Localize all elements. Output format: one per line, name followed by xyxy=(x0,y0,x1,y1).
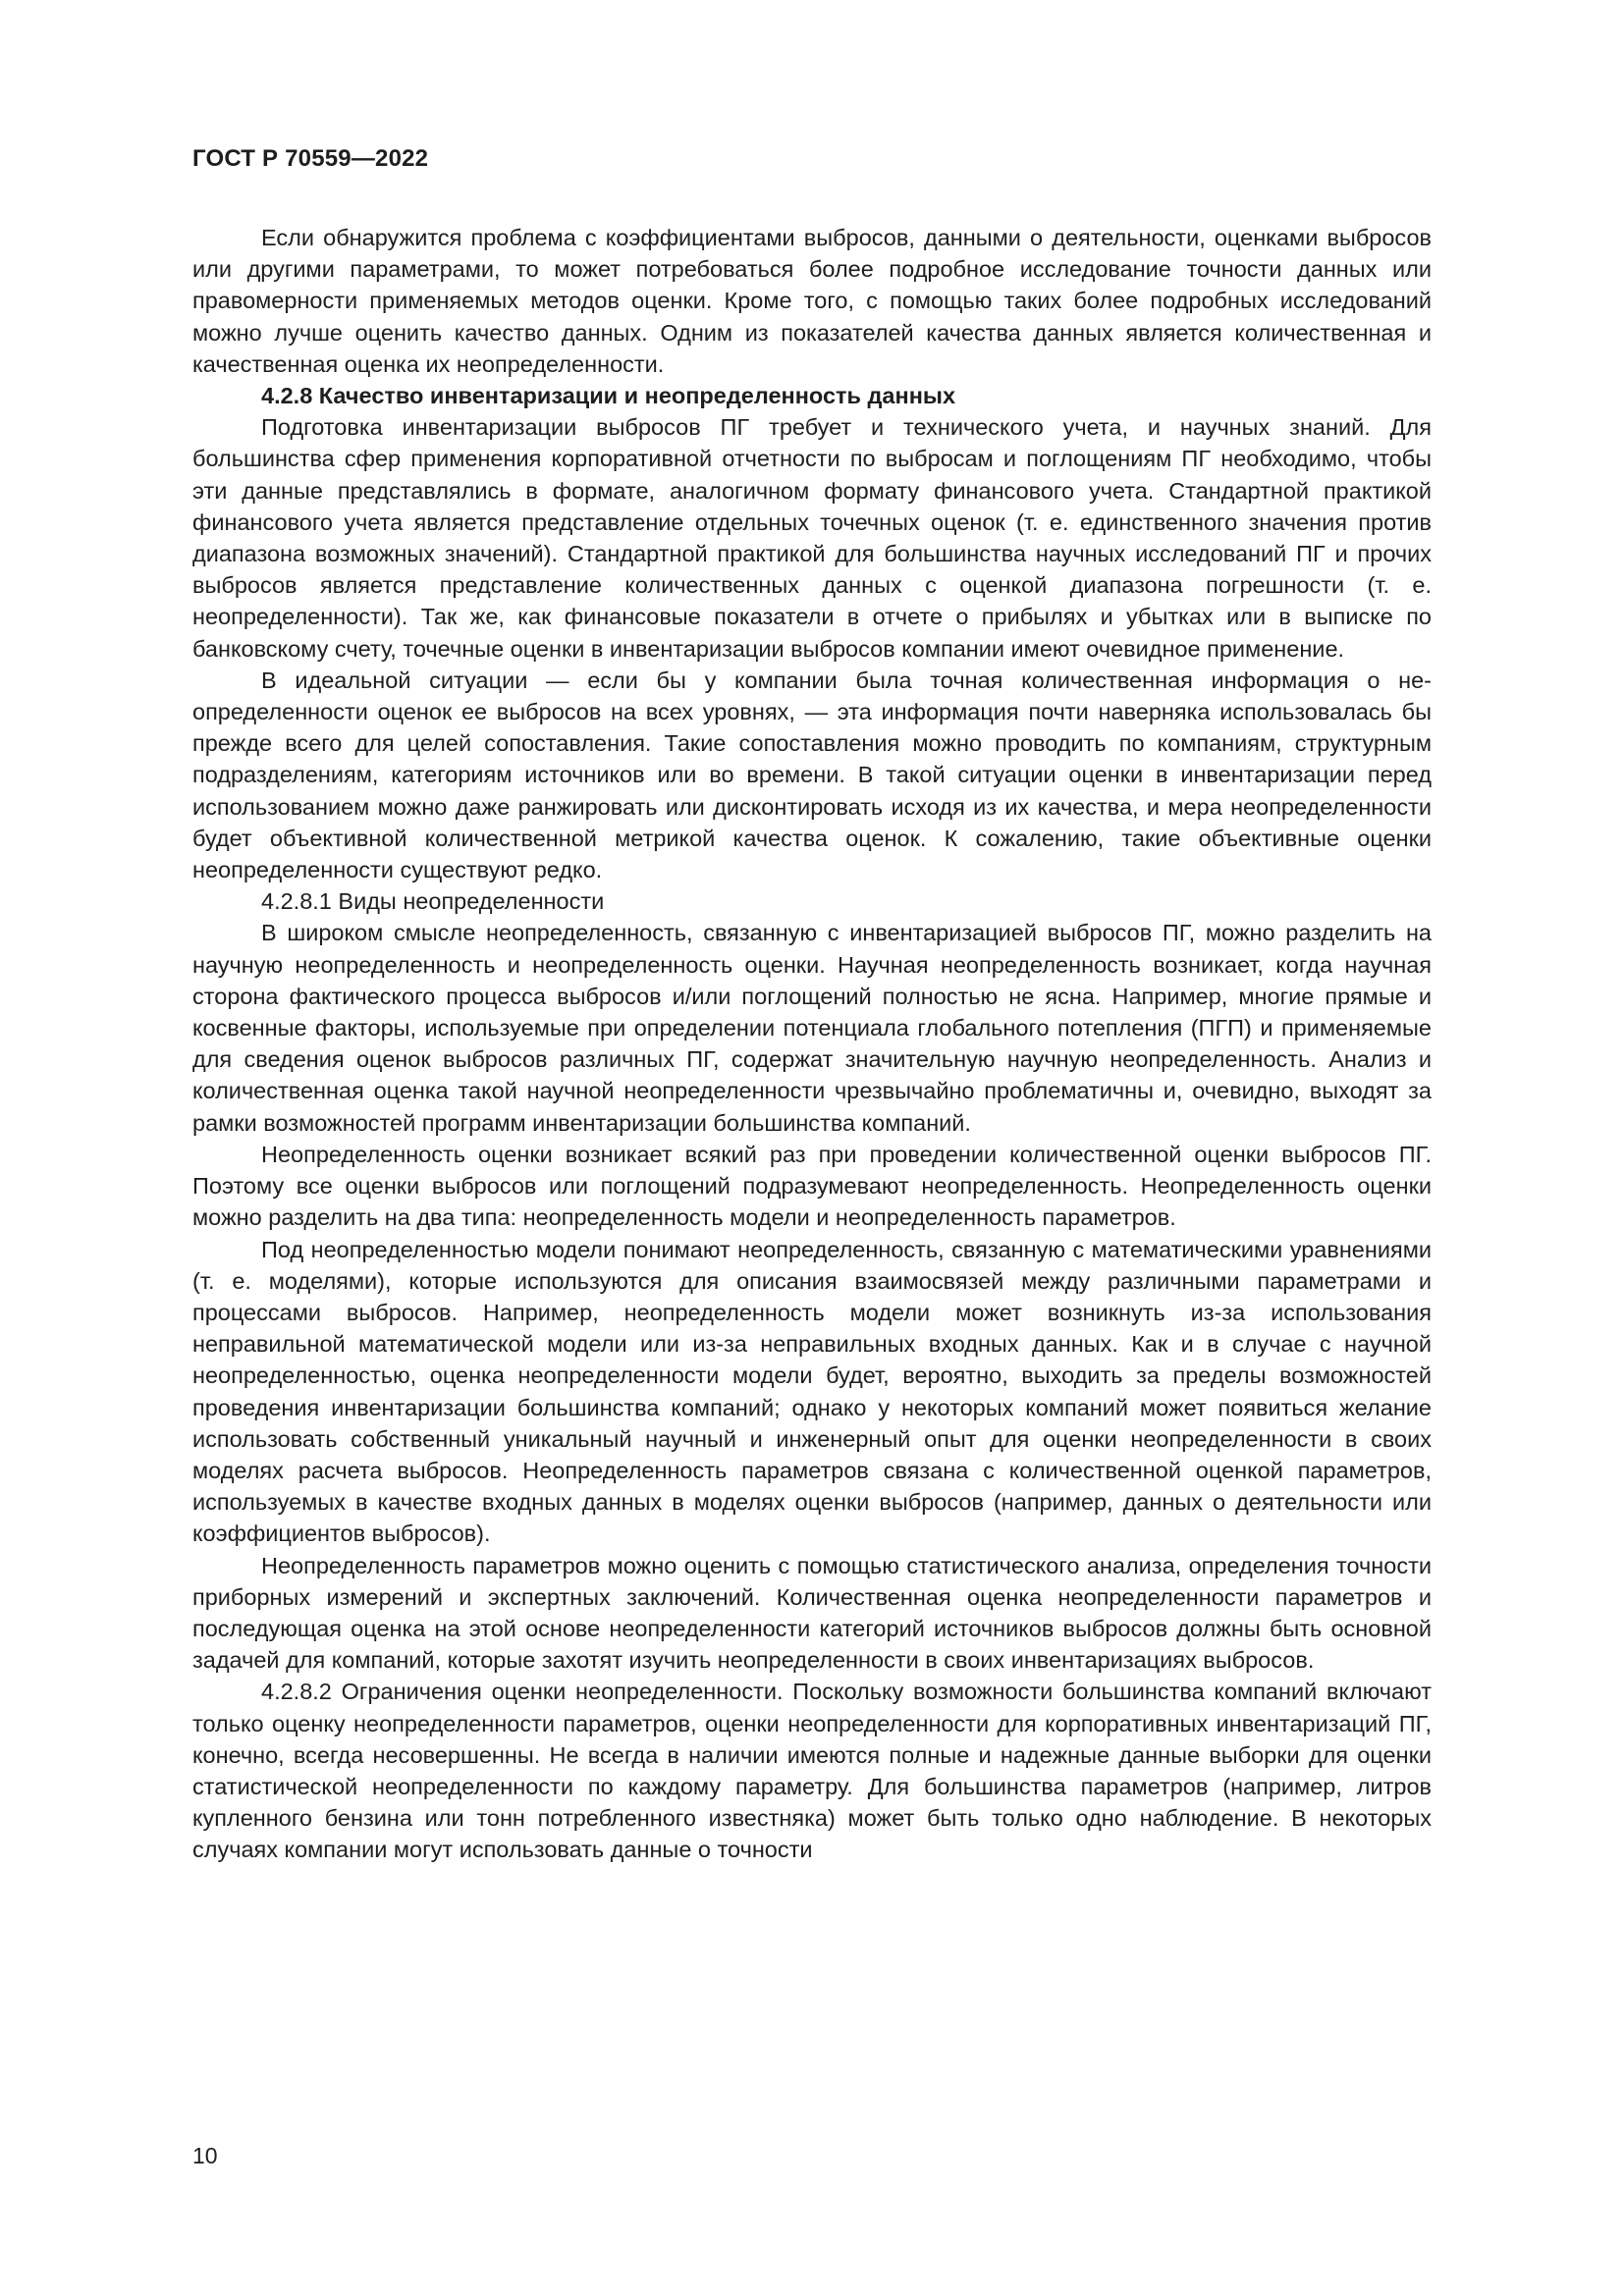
body-text xyxy=(192,222,1432,1866)
paragraph: Подготовка инвентаризации выбросов ПГ требует и технического учета, и научных знаний. Для большинства сфер применения корпоративной отчетности по выбросам и поглощениям ПГ необходимо, чтобы эти данные представлялись в формате, аналогичном формату финансового учета. Стандартной практикой финансового учета является представление отдельных точечных оценок (т. е. единственного значения против диапазона возможных значений). Стандартной практикой для большинства научных исследований ПГ и прочих выбросов является представление количественных данных с оценкой диапазона погрешности (т. е. неопределенности). Так же, как финансовые показатели в отчете о прибылях и убытках или в выписке по банковскому счету, точечные оценки в инвентаризации выбросов компании имеют очевидное применение. xyxy=(192,414,1432,662)
paragraph: Если обнаружится проблема с коэффициентами выбросов, данными о деятельности, оценками выбросов или другими параметрами, то может потребоваться более подробное исследование точности данных или правомерности применяемых методов оценки. Кроме того, с помощью таких более подробных исследований можно лучше оценить качество данных. Одним из показателей качества данных является количественная и качественная оценка их неопределенности. xyxy=(192,225,1432,377)
paragraph: Под неопределенностью модели понимают неопределенность, связанную с математическими уравнениями (т. е. моделями), которые используются для описания взаимосвязей между различными параметрами и процессами выбросов. Например, неопределенность модели может возникнуть из-за использования неправильной математической модели или из-за неправильных входных данных. Как и в случае с научной неопределенностью, оценка неопределенности модели будет, вероятно, выходить за пределы возможностей проведения инвентаризации большинства компаний; однако у некоторых компаний может появиться желание использовать собственный уникальный научный и инженерный опыт для оценки неопределенности в своих моделях расчета выбросов. Неопределенность параметров связана с количественной оценкой параметров, используемых в качестве входных данных в моделях оценки выбросов (например, данных о деятельности или коэффициентов выбросов). xyxy=(192,1236,1432,1547)
paragraph: В широком смысле неопределенность, связанную с инвентаризацией выбросов ПГ, можно разделить на научную неопределенность и неопределенность оценки. Научная неопределенность возникает, когда научная сторона фактического процесса выбросов и/или поглощений полностью не ясна. Например, многие прямые и косвенные факторы, используемые при определении потенциала глобального потепления (ПГП) и применяемые для сведения оценок выбросов различных ПГ, содержат значительную научную неопределенность. Анализ и количественная оценка такой научной неопределенности чрезвычайно проблематичны и, очевидно, выходят за рамки возможностей программ инвентаризации большинства компаний. xyxy=(192,920,1432,1136)
page-number: 10 xyxy=(192,2143,218,2168)
subsection-title: 4.2.8.1 Виды неопределенности xyxy=(261,888,605,915)
paragraph: В идеальной ситуации — если бы у компании была точная количественная информация о неопределенности оценок ее выбросов на всех уровнях, — эта информация почти наверняка использовалась бы прежде всего для целей сопоставления. Такие сопоставления можно проводить по компаниям, структурным подразделениям, категориям источников или во времени. В такой ситуации оценки в инвентаризации перед использованием можно даже ранжировать или дисконтировать исходя из их качества, и мера неопределенности будет объективной количественной метрикой качества оценок. К сожалению, такие объективные оценки неопределенности существуют редко. xyxy=(192,667,1432,883)
section-heading: 4.2.8 Качество инвентаризации и неопределенность данных xyxy=(261,383,956,409)
paragraph: Неопределенность параметров можно оценить с помощью статистического анализа, определения точности приборных измерений и экспертных заключений. Количественная оценка неопределенности параметров и последующая оценка на этой основе неопределенности категорий источников выбросов должны быть основной задачей для компаний, которые захотят изучить неопределенности в своих инвентаризациях выбросов. xyxy=(192,1552,1432,1674)
paragraph: 4.2.8.2 Ограничения оценки неопределенности. Поскольку возможности большинства компаний включают только оценку неопределенности параметров, оценки неопределенности для корпоративных инвентаризаций ПГ, конечно, всегда несовершенны. Не всегда в наличии имеются полные и надежные данные выборки для оценки статистической неопределенности по каждому параметру. Для большинства параметров (например, литров купленного бензина или тонн потребленного известняка) может быть только одно наблюдение. В некоторых случаях компании могут использовать данные о точности xyxy=(192,1679,1432,1863)
paragraph: Неопределенность оценки возникает всякий раз при проведении количественной оценки выбросов ПГ. Поэтому все оценки выбросов или поглощений подразумевают неопределенность. Неопределенность оценки можно разделить на два типа: неопределенность модели и неопределенность параметров. xyxy=(192,1141,1432,1231)
document-code-header: ГОСТ Р 70559—2022 xyxy=(192,145,429,172)
